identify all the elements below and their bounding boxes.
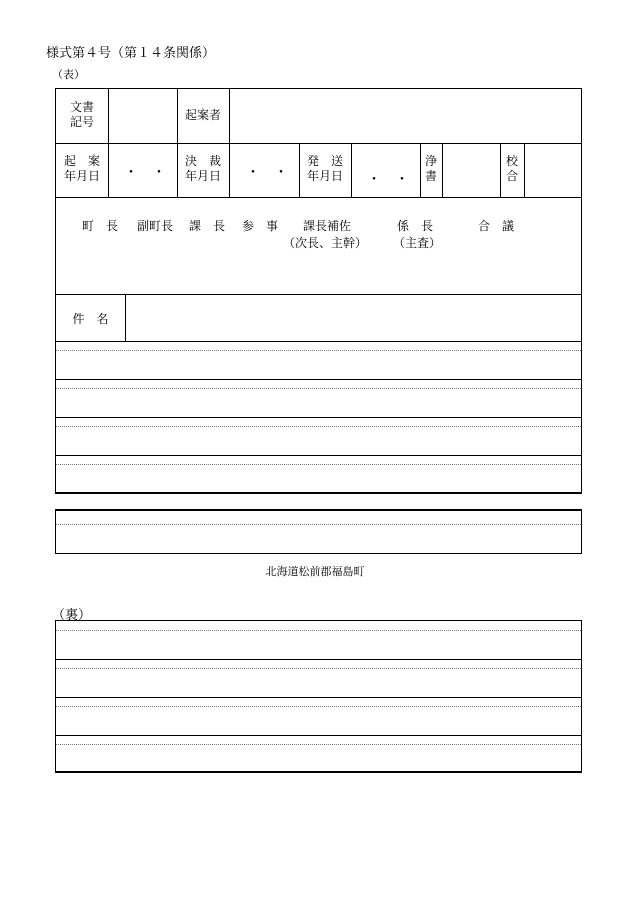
drafter-label: 起案者 [184, 108, 221, 122]
municipality-name: 北海道松前郡福島町 [265, 565, 365, 578]
form-title: 様式第４号（第１４条関係） [46, 46, 216, 61]
approval-consultation: 合 議 [478, 219, 515, 233]
decision-date-value: ・ ・ [246, 165, 288, 181]
draft-date-label: 起 案 年月日 [63, 154, 100, 183]
document-number-label: 文書 記号 [69, 100, 94, 129]
send-date-value: ・ ・ [367, 172, 409, 188]
front-side-label: （表） [52, 68, 85, 81]
approval-subsection-chief-note: （主査） [393, 236, 442, 250]
back-side-label: （裏） [52, 608, 92, 623]
back-form-table [55, 620, 582, 773]
clean-copy-label: 浄 書 [424, 154, 437, 183]
approval-assistant-chief-note: （次長、主幹） [283, 236, 368, 250]
approval-counselor: 参 事 [242, 219, 279, 233]
front-extra-box [55, 509, 582, 554]
main-form-table [55, 88, 582, 494]
send-date-label: 発 送 年月日 [306, 154, 343, 183]
subject-label: 件 名 [72, 312, 109, 326]
approval-deputy-mayor: 副町長 [137, 219, 174, 233]
approval-subsection-chief: 係 長 [397, 219, 434, 233]
approval-town-mayor: 町 長 [82, 219, 119, 233]
proofread-label: 校 合 [505, 154, 518, 183]
approval-section-chief: 課 長 [189, 219, 226, 233]
approval-assistant-chief: 課長補佐 [303, 219, 352, 233]
draft-date-value: ・ ・ [124, 165, 166, 181]
decision-date-label: 決 裁 年月日 [184, 154, 221, 183]
